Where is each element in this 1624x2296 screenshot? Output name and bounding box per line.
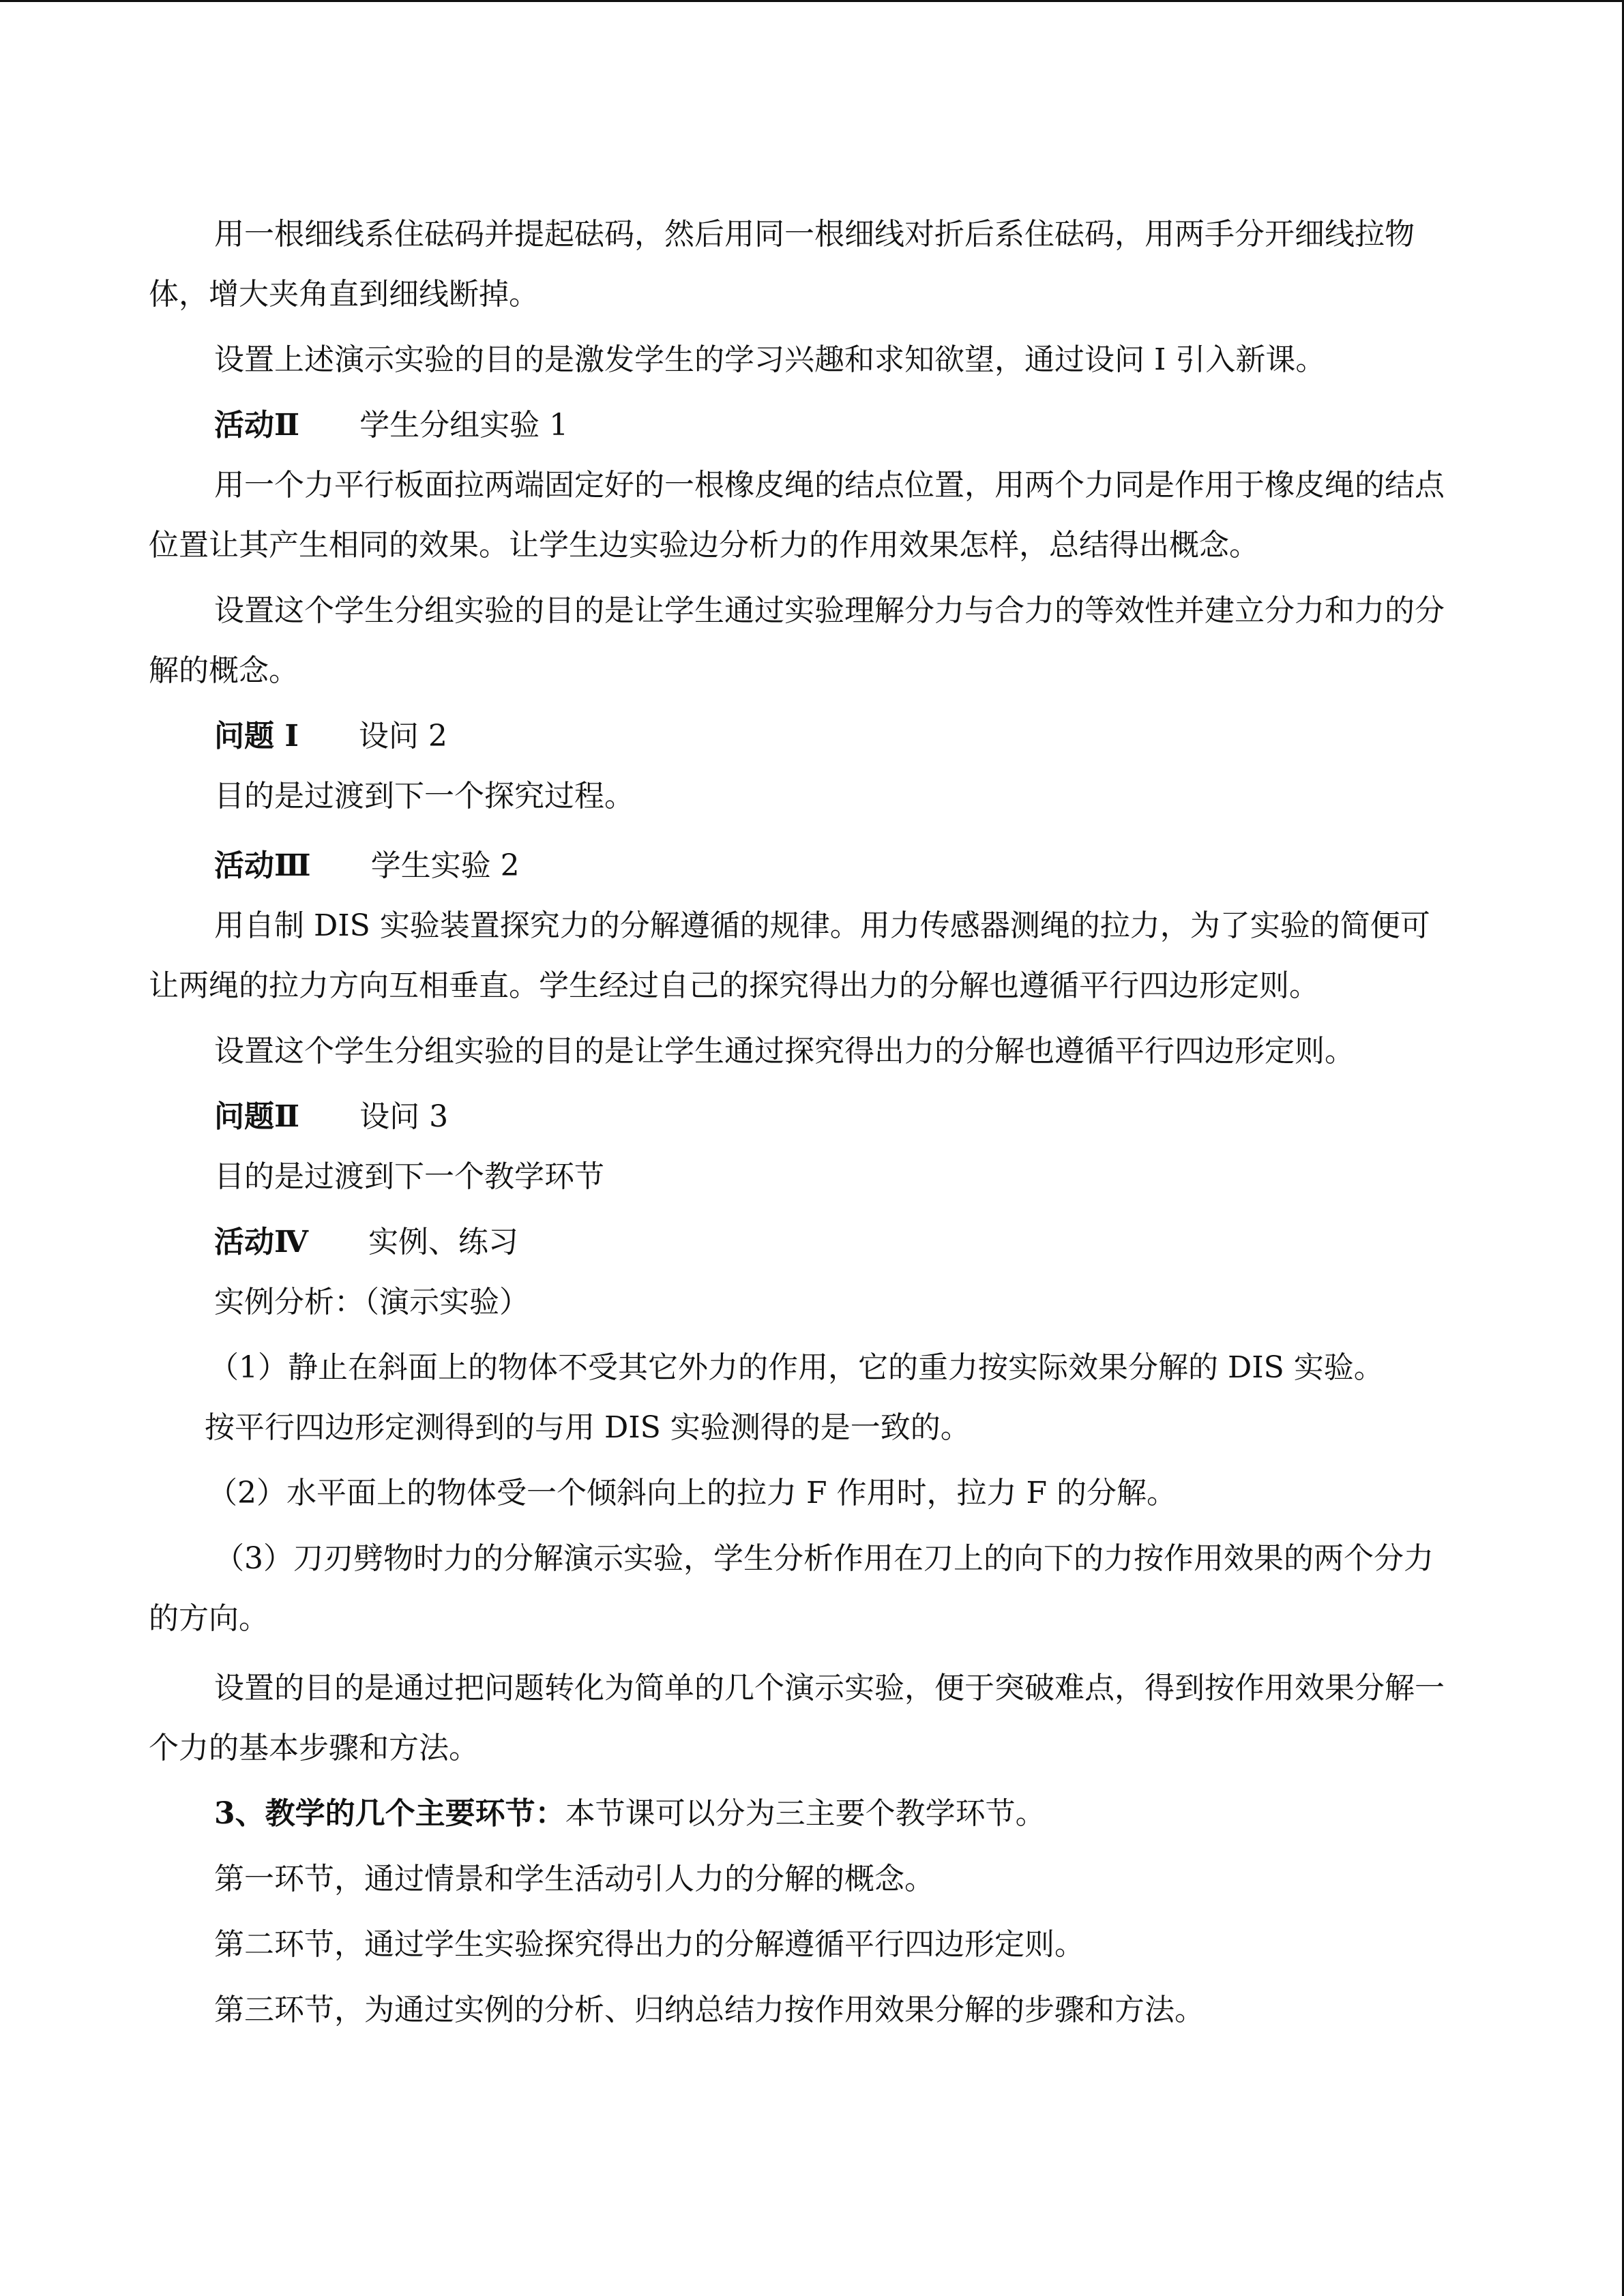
question-2-label: 问题Ⅱ — [214, 1099, 300, 1134]
paragraph-activity-3-purpose: 设置这个学生分组实验的目的是让学生通过探究得出力的分解也遵循平行四边形定则。 — [214, 1034, 1355, 1069]
paragraph-question-2-purpose: 目的是过渡到下一个教学环节 — [214, 1159, 604, 1194]
question-1-title: 设问 2 — [358, 719, 447, 754]
activity-4-label: 活动Ⅳ — [214, 1225, 308, 1259]
paragraph-example-2: （2）水平面上的物体受一个倾斜向上的拉力 F 作用时，拉力 F 的分解。 — [207, 1476, 1177, 1510]
paragraph-example-3: （3）刀刃劈物时力的分解演示实验，学生分析作用在刀上的向下的力按作用效果的两个分力的方向。 — [149, 1541, 1434, 1636]
paragraph-stage-3: 第三环节，为通过实例的分析、归纳总结力按作用效果分解的步骤和方法。 — [214, 1993, 1205, 2027]
paragraph-activity-2-purpose: 设置这个学生分组实验的目的是让学生通过实验理解分力与合力的等效性并建立分力和力的分解的概念。 — [149, 593, 1445, 688]
activity-3-title: 学生实验 2 — [370, 848, 520, 883]
heading-section-3 — [149, 1784, 1458, 1844]
paragraph-example-1b: 按平行四边形定测得到的与用 DIS 实验测得的是一致的。 — [205, 1410, 971, 1445]
paragraph-example-analysis: 实例分析：（演示实验） — [214, 1285, 529, 1320]
paragraph-demo-description: 用一根细线系住砝码并提起砝码，然后用同一根细线对折后系住砝码，用两手分开细线拉物体，增大夹角直到细线断掉。 — [149, 217, 1415, 312]
activity-2-title: 学生分组实验 1 — [359, 408, 569, 443]
heading-activity-3 — [149, 836, 1458, 896]
paragraph-stage-1: 第一环节，通过情景和学生活动引人力的分解的概念。 — [214, 1862, 934, 1896]
paragraph-demo-purpose: 设置上述演示实验的目的是激发学生的学习兴趣和求知欲望，通过设问 I 引入新课。 — [214, 342, 1326, 377]
question-1-label: 问题 I — [214, 719, 299, 754]
question-2-title: 设问 3 — [359, 1099, 449, 1134]
document-body — [149, 205, 1458, 2040]
section-3-text: 本节课可以分为三主要个教学环节。 — [565, 1796, 1046, 1831]
paragraph-question-1-purpose: 目的是过渡到下一个探究过程。 — [214, 779, 634, 814]
activity-2-label: 活动Ⅱ — [214, 408, 300, 443]
heading-question-2 — [149, 1087, 1458, 1147]
paragraph-examples-purpose: 设置的目的是通过把问题转化为简单的几个演示实验，便于突破难点，得到按作用效果分解一个力的基本步骤和方法。 — [149, 1671, 1445, 1765]
heading-activity-2 — [149, 396, 1458, 456]
paragraph-activity-2-description: 用一个力平行板面拉两端固定好的一根橡皮绳的结点位置，用两个力同是作用于橡皮绳的结点位置让其产生相同的效果。让学生边实验边分析力的作用效果怎样，总结得出概念。 — [149, 468, 1445, 563]
page-border-top — [0, 0, 1624, 2]
paragraph-activity-3-description: 用自制 DIS 实验装置探究力的分解遵循的规律。用力传感器测绳的拉力，为了实验的简便可让两绳的拉力方向互相垂直。学生经过自己的探究得出力的分解也遵循平行四边形定则。 — [149, 908, 1430, 1003]
paragraph-example-1a: （1）静止在斜面上的物体不受其它外力的作用，它的重力按实际效果分解的 DIS 实验。 — [209, 1350, 1384, 1385]
activity-4-title: 实例、练习 — [368, 1225, 518, 1259]
activity-3-label: 活动Ⅲ — [214, 848, 311, 883]
paragraph-stage-2: 第二环节，通过学生实验探究得出力的分解遵循平行四边形定则。 — [214, 1927, 1084, 1962]
heading-activity-4 — [149, 1212, 1458, 1272]
section-3-label: 3、教学的几个主要环节： — [214, 1796, 565, 1831]
heading-question-1 — [149, 706, 1458, 766]
